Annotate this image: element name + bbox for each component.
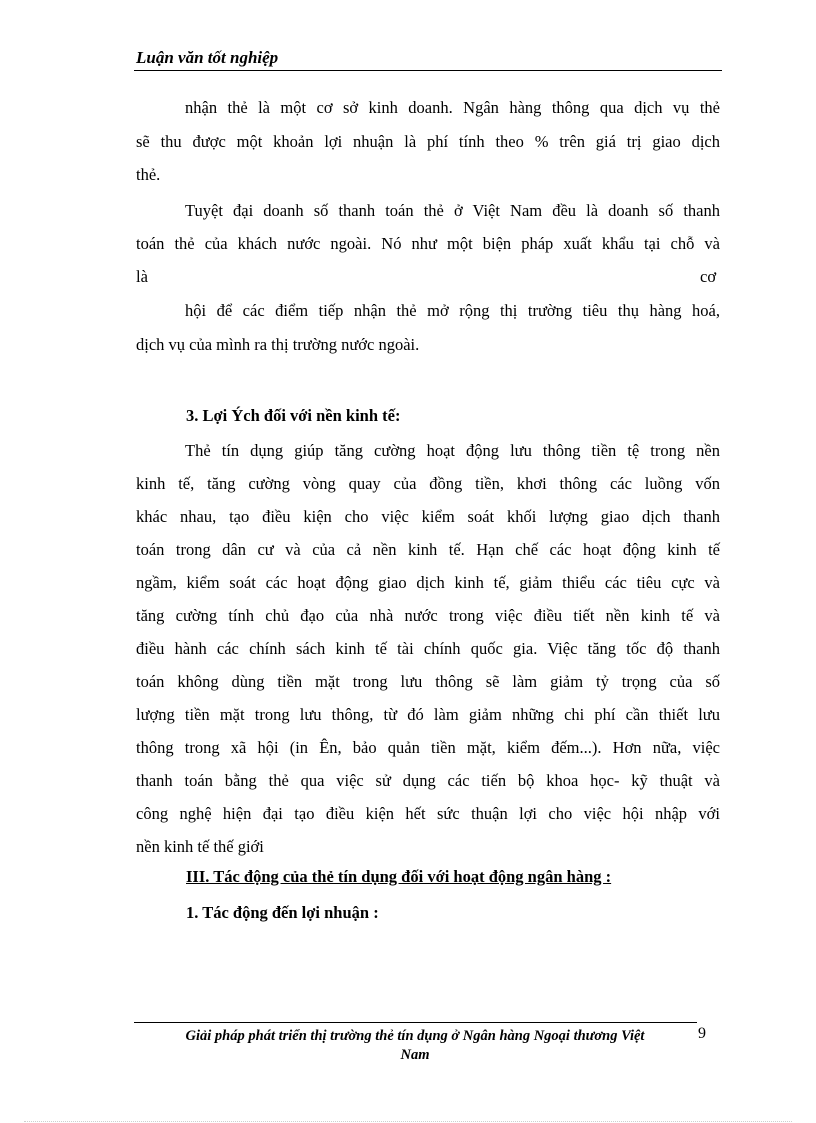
paragraph-line: Tuyệt đại doanh số thanh toán thẻ ở Việt Nam đều là doanh số thanh — [185, 201, 720, 220]
paragraph-line: nền kinh tế thế giới — [136, 837, 264, 856]
section-heading-III: III. Tác động của thẻ tín dụng đối với hoạt động ngân hàng : — [186, 867, 612, 886]
paragraph-line: hội để các điểm tiếp nhận thẻ mở rộng thị trường tiêu thụ hàng hoá, — [185, 301, 720, 320]
paragraph-line: công nghệ hiện đại tạo điều kiện hết sức thuận lợi cho việc hội nhập với — [136, 804, 720, 823]
paragraph-line: thẻ. — [136, 165, 161, 184]
paragraph-line: toán thẻ của khách nước ngoài. Nó như một biện pháp xuất khẩu tại chỗ và — [136, 234, 720, 253]
paragraph-line: lượng tiền mặt trong lưu thông, từ đó làm giảm những chi phí cần thiết lưu — [136, 705, 720, 724]
paragraph-line: dịch vụ của mình ra thị trường nước ngoài. — [136, 335, 420, 354]
paragraph-line: kinh tế, tăng cường vòng quay của đồng tiền, khơi thông các luồng vốn — [136, 474, 720, 493]
paragraph-line: điều hành các chính sách kinh tế tài chính quốc gia. Việc tăng tốc độ thanh — [136, 639, 720, 658]
footer-line-2: Nam — [400, 1047, 430, 1063]
paragraph-line: thông trong xã hội (in Ên, bảo quản tiền mặt, kiểm đếm...). Hơn nữa, việc — [136, 738, 720, 757]
paragraph-line: toán trong dân cư và của cả nền kinh tế. Hạn chế các hoạt động kinh tế — [136, 540, 720, 559]
paragraph-line: toán không dùng tiền mặt trong lưu thông sẽ làm giảm tỷ trọng của số — [136, 672, 720, 691]
paragraph-line: thanh toán bằng thẻ qua việc sử dụng các tiến bộ khoa học- kỹ thuật và — [136, 771, 720, 790]
header-rule — [134, 70, 722, 71]
footer-line-1: Giải pháp phát triển thị trường thẻ tín dụng ở Ngân hàng Ngoại thương Việt — [185, 1028, 645, 1044]
paragraph-line: khác nhau, tạo điều kiện cho việc kiểm soát khối lượng giao dịch thanh — [136, 507, 720, 526]
paragraph-line: là — [136, 267, 148, 286]
paragraph-line: tăng cường tính chủ đạo của nhà nước trong việc điều tiết nền kinh tế và — [136, 606, 720, 625]
paragraph-line: ngầm, kiểm soát các hoạt động giao dịch kinh tế, giảm thiểu các tiêu cực và — [136, 573, 720, 592]
paragraph-line: Thẻ tín dụng giúp tăng cường hoạt động lưu thông tiền tệ trong nền — [185, 441, 720, 460]
page-bottom-border — [24, 1121, 792, 1122]
page-number: 9 — [698, 1025, 706, 1042]
section-heading-3: 3. Lợi Ých đối với nền kinh tế: — [186, 406, 401, 425]
subsection-heading-1: 1. Tác động đến lợi nhuận : — [186, 903, 379, 922]
paragraph-line: sẽ thu được một khoản lợi nhuận là phí tính theo % trên giá trị giao dịch — [136, 132, 720, 151]
footer-rule — [134, 1022, 697, 1023]
paragraph-line: nhận thẻ là một cơ sở kinh doanh. Ngân hàng thông qua dịch vụ thẻ — [185, 98, 720, 117]
footer-title — [140, 1027, 690, 1065]
header-title: Luận văn tốt nghiệp — [136, 48, 279, 67]
paragraph-line: cơ — [700, 267, 717, 286]
